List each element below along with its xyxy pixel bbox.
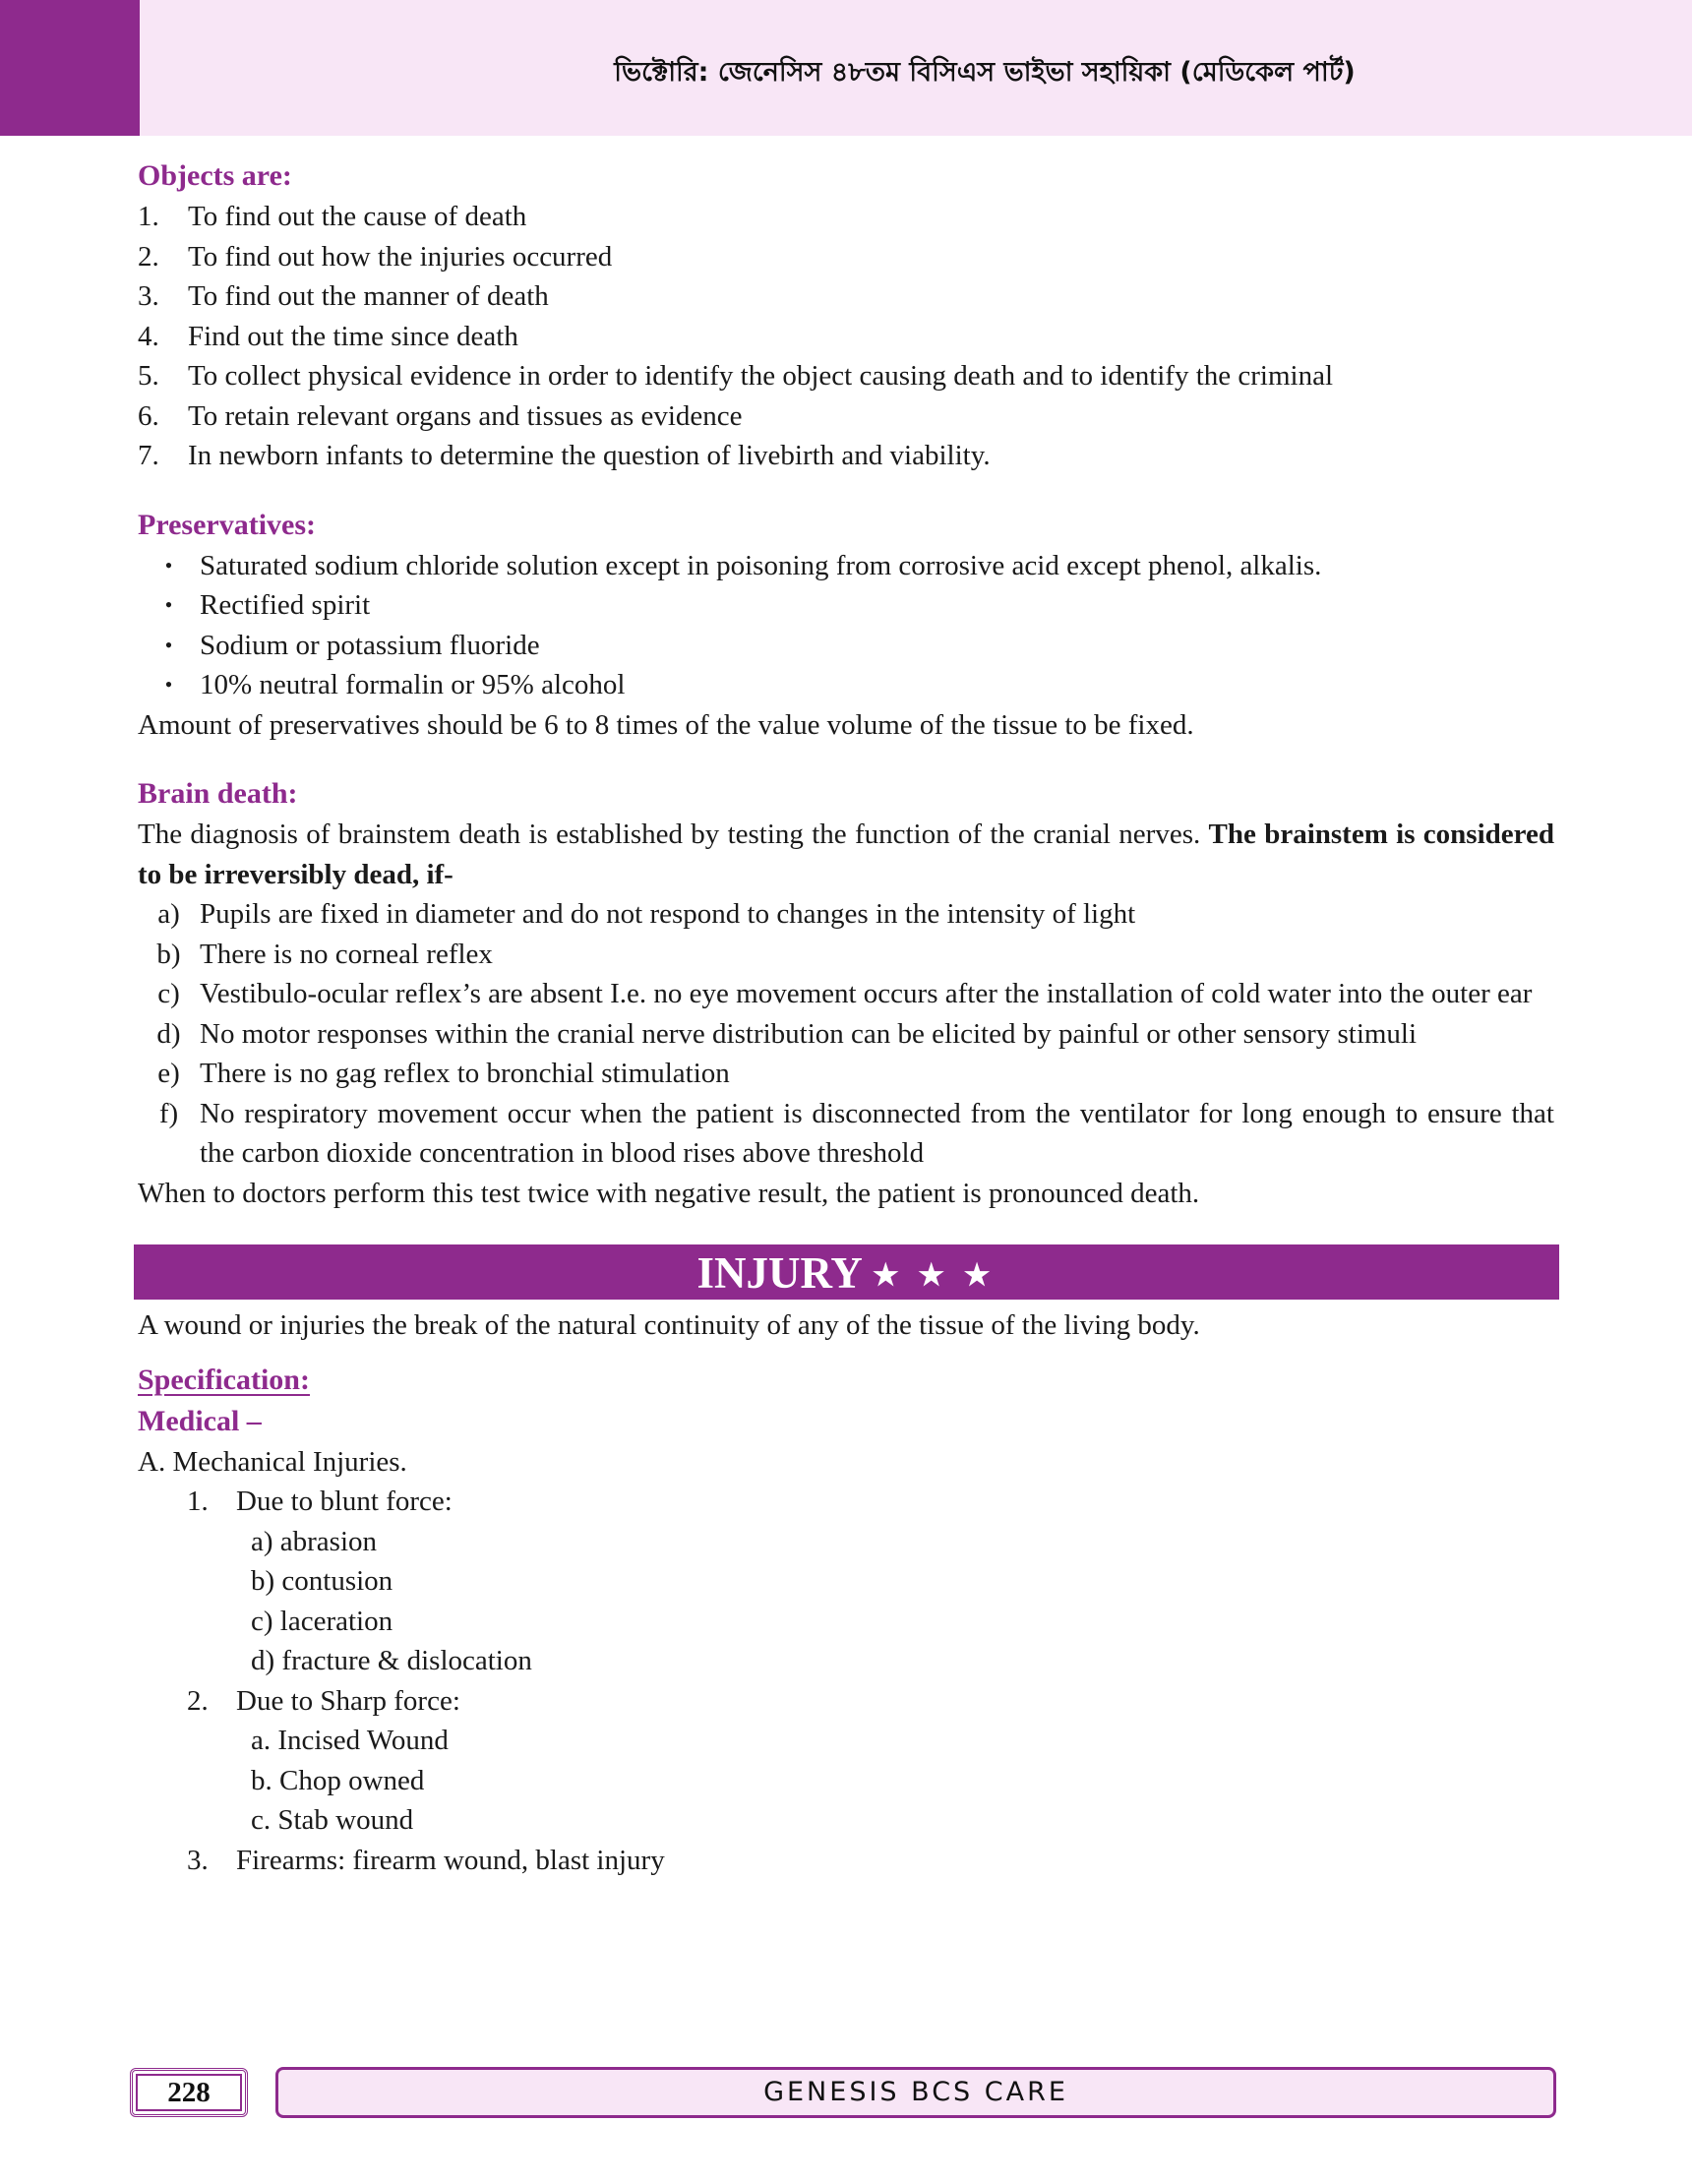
list-marker: e)	[157, 1058, 180, 1089]
preservatives-heading: Preservatives:	[138, 508, 317, 541]
list-text: No motor responses within the cranial nerve distribution can be elicited by painful or other sensory stimuli	[200, 1017, 1418, 1050]
list-item	[138, 894, 1554, 935]
list-item	[138, 1054, 1554, 1094]
injury-banner-title: INJURY	[696, 1248, 863, 1298]
list-text: Due to blunt force:	[236, 1486, 453, 1517]
list-item	[138, 665, 1554, 705]
list-text: To find out the cause of death	[188, 201, 527, 232]
list-marker: 7.	[138, 440, 159, 471]
brain-death-intro	[138, 815, 1554, 894]
brain-death-criteria-list	[138, 894, 1554, 1174]
list-item	[138, 935, 1554, 975]
list-text: Find out the time since death	[188, 320, 518, 352]
list-marker: 5.	[138, 360, 159, 392]
preservatives-note: Amount of preservatives should be 6 to 8 times of the value volume of the tissue to be fixed.	[138, 708, 1194, 741]
list-text: There is no corneal reflex	[200, 938, 493, 970]
list-marker: b)	[156, 938, 181, 970]
medical-heading: Medical –	[138, 1404, 262, 1437]
list-text: To find out how the injuries occurred	[188, 240, 613, 273]
list-marker: 1.	[187, 1486, 209, 1517]
mechanical-injuries: A. Mechanical Injuries.	[138, 1445, 407, 1478]
page-content	[138, 155, 1554, 1880]
list-item: d) fracture & dislocation	[251, 1645, 532, 1676]
list-marker: d)	[156, 1017, 181, 1050]
list-item	[138, 396, 1554, 437]
preservatives-list	[138, 546, 1554, 705]
injury-group	[138, 1841, 1554, 1881]
list-text: Rectified spirit	[200, 589, 371, 621]
list-item: b. Chop owned	[251, 1764, 425, 1796]
brain-death-heading: Brain death:	[138, 777, 298, 810]
list-item: a. Incised Wound	[251, 1725, 449, 1756]
list-marker: 6.	[138, 399, 159, 432]
list-item: b) contusion	[251, 1565, 393, 1597]
list-item: c) laceration	[251, 1605, 393, 1637]
objects-heading: Objects are:	[138, 159, 292, 192]
list-item: a) abrasion	[251, 1525, 378, 1557]
list-text: To retain relevant organs and tissues as evidence	[188, 399, 743, 432]
list-text: To collect physical evidence in order to identify the object causing death and to identify the criminal	[188, 360, 1334, 392]
list-text: Vestibulo-ocular reflex’s are absent I.e. no eye movement occurs after the installation of cold water into the outer ear	[200, 978, 1533, 1009]
list-marker: 2.	[138, 240, 159, 273]
list-item: c. Stab wound	[251, 1804, 414, 1836]
list-item	[138, 197, 1554, 237]
objects-list	[138, 197, 1554, 476]
list-marker: 2.	[187, 1684, 209, 1717]
intro-bold-text: The brainstem is considered to be irreversibly dead, if-	[138, 819, 1554, 890]
footer-brand: GENESIS BCS CARE	[275, 2067, 1556, 2118]
bullet-icon: •	[164, 672, 173, 697]
list-text: Firearms: firearm wound, blast injury	[236, 1844, 665, 1876]
list-item	[138, 317, 1554, 357]
list-item	[138, 276, 1554, 317]
list-item	[138, 974, 1554, 1014]
injury-group	[138, 1681, 1554, 1722]
list-item	[138, 585, 1554, 626]
list-marker: f)	[158, 1097, 179, 1129]
brain-death-outro: When to doctors perform this test twice with negative result, the patient is pronounced death.	[138, 1177, 1200, 1209]
list-text: Saturated sodium chloride solution except in poisoning from corrosive acid except phenol, alkalis.	[200, 549, 1322, 581]
injury-banner	[134, 1244, 1559, 1300]
bullet-icon: •	[164, 552, 173, 577]
list-text: Due to Sharp force:	[236, 1684, 460, 1717]
page-number: 228	[130, 2068, 248, 2117]
bullet-icon: •	[164, 592, 173, 617]
list-item	[138, 1094, 1554, 1174]
list-text: In newborn infants to determine the question of livebirth and viability.	[188, 440, 991, 471]
list-text: 10% neutral formalin or 95% alcohol	[200, 669, 626, 700]
list-marker: 3.	[187, 1844, 209, 1876]
list-item	[138, 546, 1554, 586]
list-item	[138, 436, 1554, 476]
list-text: There is no gag reflex to bronchial stimulation	[200, 1058, 730, 1089]
list-item	[138, 356, 1554, 396]
star-icon: ★ ★ ★	[872, 1259, 997, 1292]
list-marker: a)	[157, 898, 180, 930]
list-text: Sodium or potassium fluoride	[200, 629, 540, 661]
injury-definition: A wound or injuries the break of the natural continuity of any of the tissue of the living body.	[138, 1309, 1200, 1341]
list-marker: 4.	[138, 320, 159, 352]
running-header-title: ভিক্টোরি: জেনেসিস ৪৮তম বিসিএস ভাইভা সহায়িকা (মেডিকেল পার্ট)	[614, 57, 1356, 88]
list-item	[138, 237, 1554, 277]
specification-heading: Specification:	[138, 1363, 310, 1396]
list-marker: 3.	[138, 280, 159, 312]
list-marker: 1.	[138, 201, 159, 232]
injury-group	[138, 1482, 1554, 1522]
intro-text: The diagnosis of brainstem death is established by testing the function of the cranial nerves.	[138, 819, 1201, 850]
header-accent-block	[0, 0, 140, 136]
list-item	[138, 1014, 1554, 1055]
list-text: Pupils are fixed in diameter and do not respond to changes in the intensity of light	[200, 898, 1136, 930]
list-marker: c)	[157, 978, 180, 1009]
bullet-icon: •	[164, 632, 173, 657]
list-text: No respiratory movement occur when the patient is disconnected from the ventilator for long enough to ensure that the carbon dioxide concentration in blood rises above threshold	[200, 1097, 1554, 1169]
list-item	[138, 626, 1554, 666]
list-text: To find out the manner of death	[188, 280, 549, 312]
